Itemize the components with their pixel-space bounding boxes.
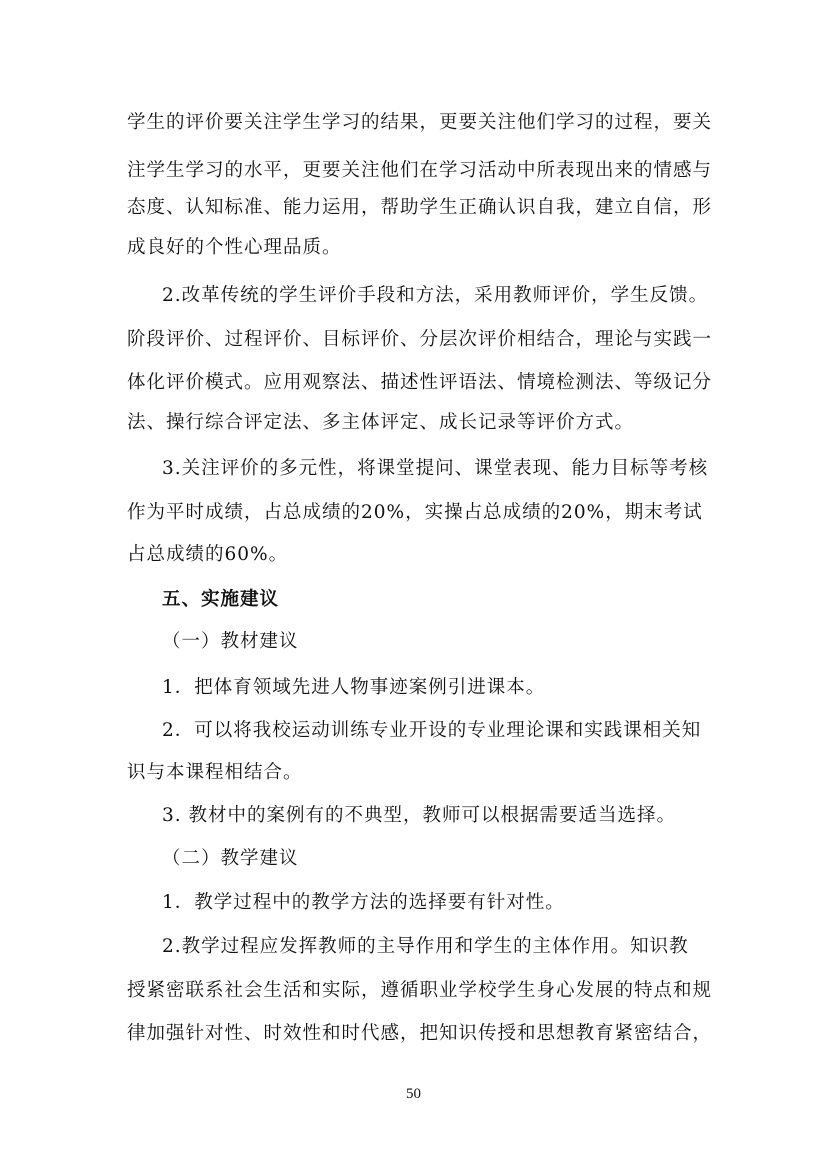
- text-line: 法、操行综合评定法、多主体评定、成长记录等评价方式。: [127, 412, 635, 433]
- section-heading: 五、实施建议: [162, 589, 280, 610]
- text-line: 1．把体育领域先进人物事迹案例引进课本。: [162, 677, 546, 698]
- text-line: 1．教学过程中的教学方法的选择要有针对性。: [162, 892, 565, 913]
- text-line: 律加强针对性、时效性和时代感，把知识传授和思想教育紧密结合，: [127, 1023, 713, 1044]
- text-line: 成良好的个性心理品质。: [127, 237, 342, 258]
- text-line: 3.关注评价的多元性，将课堂提问、课堂表现、能力目标等考核: [162, 458, 709, 479]
- subsection-heading: （一）教材建议: [162, 631, 299, 652]
- text-line: 3. 教材中的案例有的不典型，教师可以根据需要适当选择。: [162, 805, 677, 826]
- text-line: 授紧密联系社会生活和实际，遵循职业学校学生身心发展的特点和规: [127, 980, 713, 1001]
- text-line: 作为平时成绩，占总成绩的20%，实操占总成绩的20%，期末考试: [127, 502, 703, 523]
- text-line: 注学生学习的水平，更要关注他们在学习活动中所表现出来的情感与: [127, 160, 713, 181]
- text-line: 识与本课程相结合。: [127, 762, 303, 783]
- text-line: 2.教学过程应发挥教师的主导作用和学生的主体作用。知识教: [162, 936, 689, 957]
- text-line: 占总成绩的60%。: [127, 544, 289, 565]
- text-line: 2．可以将我校运动训练专业开设的专业理论课和实践课相关知: [162, 720, 702, 741]
- text-line: 学生的评价要关注学生学习的结果，更要关注他们学习的过程，要关: [127, 112, 713, 133]
- text-line: 阶段评价、过程评价、目标评价、分层次评价相结合，理论与实践一: [127, 329, 713, 350]
- text-line: 态度、认知标准、能力运用，帮助学生正确认识自我，建立自信，形: [127, 197, 713, 218]
- subsection-heading: （二）教学建议: [162, 848, 299, 869]
- text-line: 2.改革传统的学生评价手段和方法，采用教师评价，学生反馈。: [162, 285, 709, 306]
- text-line: 体化评价模式。应用观察法、描述性评语法、情境检测法、等级记分: [127, 372, 713, 393]
- page-number: 50: [406, 1086, 421, 1102]
